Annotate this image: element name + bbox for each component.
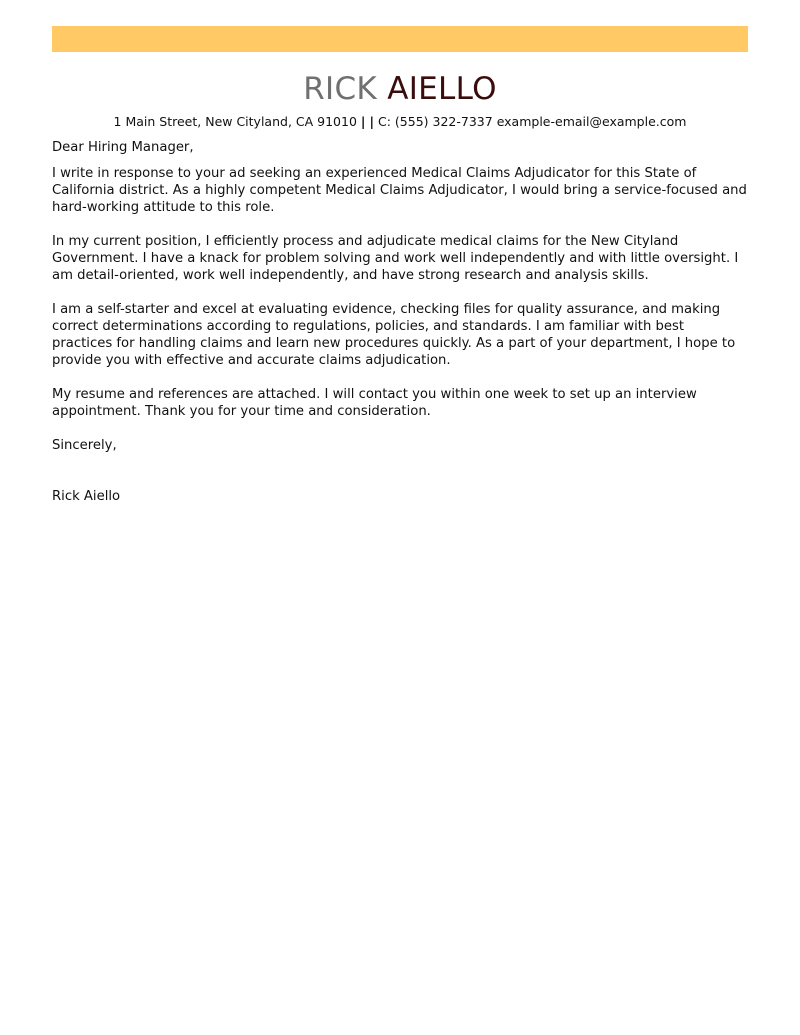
contact-line xyxy=(52,113,748,130)
applicant-name xyxy=(52,70,748,108)
letter-closing: Sincerely, xyxy=(52,438,117,453)
contact-phone: C: (555) 322-7337 xyxy=(378,114,493,129)
contact-address: 1 Main Street, New Cityland, CA 91010 xyxy=(113,114,357,129)
applicant-last-name: AIELLO xyxy=(387,71,497,107)
letter-paragraph: I write in response to your ad seeking an experienced Medical Claims Adjudicator for this State of California district. As a highly competent Medical Claims Adjudicator, I would bring a service-focused and hard-working attitude to this role. xyxy=(52,166,747,215)
letter-body xyxy=(52,139,748,522)
letter-paragraph: I am a self-starter and excel at evaluating evidence, checking files for quality assurance, and making correct determinations according to regulations, policies, and standards. I am familiar with best practices for handling claims and learn new procedures quickly. As a part of your department, I hope to provide you with effective and accurate claims adjudication. xyxy=(52,302,736,368)
contact-separator: | xyxy=(369,114,375,129)
letter-paragraph: In my current position, I efficiently process and adjudicate medical claims for the New Cityland Government. I have a knack for problem solving and work well independently and with little oversight. I am detail-oriented, work well independently, and have strong research and analysis skills. xyxy=(52,234,739,283)
header-accent-bar xyxy=(52,26,748,52)
applicant-first-name: RICK xyxy=(303,71,378,107)
contact-email: example-email@example.com xyxy=(496,114,687,129)
contact-separator: | xyxy=(360,114,366,129)
letter-paragraph: My resume and references are attached. I will contact you within one week to set up an interview appointment. Thank you for your time and consideration. xyxy=(52,387,697,419)
letter-signature: Rick Aiello xyxy=(52,489,121,504)
letter-salutation: Dear Hiring Manager, xyxy=(52,140,194,155)
